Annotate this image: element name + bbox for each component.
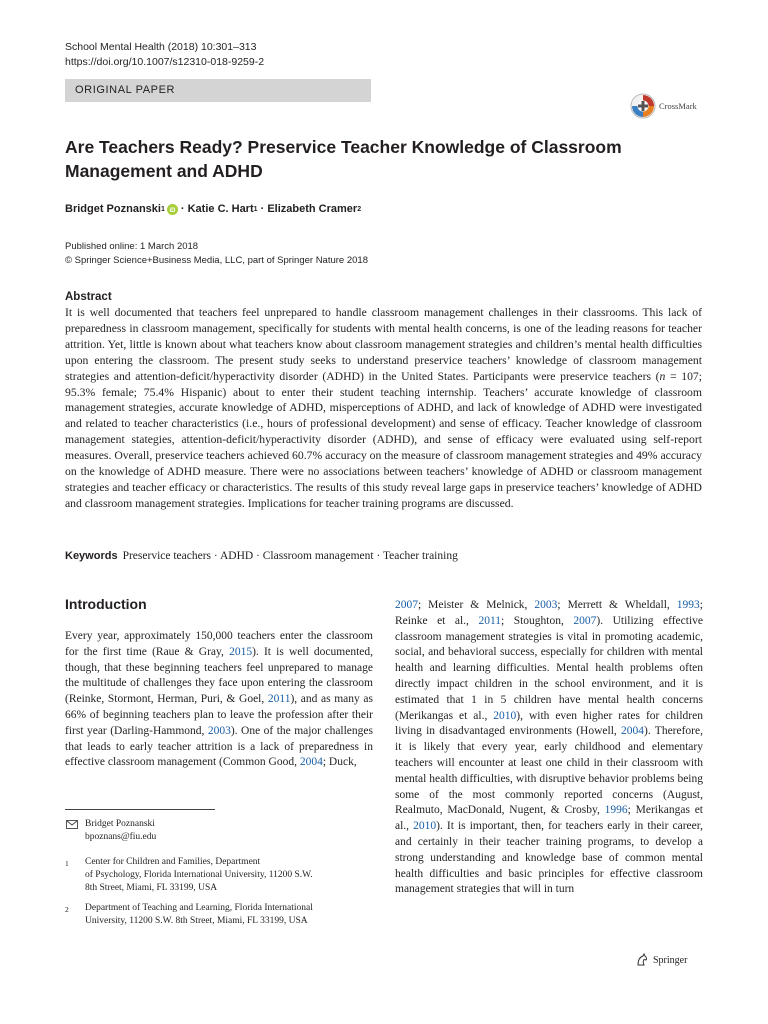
body-column-right	[395, 598, 703, 898]
author-affiliation: 1	[253, 205, 258, 213]
crossmark-icon	[630, 93, 656, 119]
affiliation-line: University, 11200 S.W. 8th Street, Miami, FL 33199, USA	[85, 916, 308, 926]
affiliation-line: Department of Teaching and Learning, Florida International	[85, 903, 313, 913]
abstract-text-part: = 107; 95.3% female; 75.4% Hispanic) about to enter their student teaching internship. Teachers’ accurate knowledge of classroom management strategies, accurate knowledge of ADHD, misperceptions of ADHD, and lack of knowledge of ADHD were investigated and related to teacher characteristics (i.e., hours of professional development) and sense of efficacy. Teacher knowledge of classroom management stategies, attention-deficit/hyperactivity disorder (ADHD), and sense of efficacy were evaluated using self-report measures. Overall, preservice teachers achieved 60.7% accuracy on the measure of classroom management strategies and 49% accuracy on the knowledge of ADHD measure. There were no associations between teachers’ knowledge of ADHD or classroom management strategies and teacher efficacy or characteristics. The results of this study reveal large gaps in preservice teachers’ knowledge of ADHD and classroom management strategies. Implications for teacher training programs are discussed.	[65, 369, 702, 510]
citation-link[interactable]: 2010	[413, 820, 437, 833]
section-heading-introduction: Introduction	[65, 596, 147, 612]
corresponding-email[interactable]: bpoznans@fiu.edu	[85, 832, 157, 842]
citation-link[interactable]: 2007	[573, 614, 597, 627]
keywords-label: Keywords	[65, 550, 118, 562]
affiliation-number: 2	[65, 905, 69, 914]
body-text: ). It is important, then, for teachers early in their career, and certainly in their teacher training programs, to develop a strong understanding and knowledge base of common mental health difficulties and basic principles for effective classroom management strategies that will in turn	[395, 820, 703, 896]
affiliation-2	[65, 902, 375, 928]
crossmark-label: CrossMark	[659, 101, 697, 111]
affiliation-line: of Psychology, Florida International University, 11200 S.W.	[85, 870, 313, 880]
author-name[interactable]: Bridget Poznanski	[65, 203, 161, 215]
footnote-divider	[65, 809, 215, 810]
affiliation-line: Center for Children and Families, Department	[85, 857, 261, 867]
author-separator: ·	[260, 203, 265, 215]
body-text: ). Therefore, it is likely that every year, early childhood and elementary teachers will encounter at least one child in their classroom with mental health difficulties, with disruptive behavior problems being some of the most commonly reported concerns (August, Realmuto, MacDonald, Nugent, & Crosby,	[395, 725, 703, 817]
published-date: Published online: 1 March 2018	[65, 241, 199, 252]
copyright-notice: © Springer Science+Business Media, LLC, part of Springer Nature 2018	[65, 255, 368, 266]
citation-link[interactable]: 2010	[493, 709, 517, 722]
body-column-left	[65, 629, 373, 771]
citation-link[interactable]: 2003	[207, 724, 231, 737]
affiliation-number: 1	[65, 859, 69, 868]
svg-text:iD: iD	[169, 207, 176, 214]
author-separator: ·	[180, 203, 185, 215]
abstract-text-part: It is well documented that teachers feel unprepared to handle classroom management challenges in their classrooms. This lack of preparedness in classroom management, specifically for students with mental health concerns, is one of the leading reasons for teacher attrition. Yet, little is known about what teachers know about classroom management strategies and children’s mental health difficulties upon entering the classroom. The present study seeks to understand preservice teachers’ knowledge of classroom management strategies and attention-deficit/hyperactivity disorder (ADHD) in the United States. Participants were preservice teachers (	[65, 306, 702, 383]
doi-link[interactable]: https://doi.org/10.1007/s12310-018-9259-2	[65, 56, 265, 68]
article-title: Are Teachers Ready? Preservice Teacher Knowledge of Classroom Management and ADHD	[65, 137, 622, 181]
abstract-heading: Abstract	[65, 291, 112, 303]
journal-citation: School Mental Health (2018) 10:301–313	[65, 41, 257, 53]
author-affiliation: 1	[160, 205, 165, 213]
crossmark-badge[interactable]	[630, 93, 697, 119]
body-text: ; Merikangas et al.,	[395, 804, 703, 833]
citation-link[interactable]: 1996	[604, 804, 628, 817]
journal-info	[65, 40, 264, 70]
author-affiliation: 2	[357, 205, 362, 213]
body-text: ), and as many as 66% of beginning teachers plan to leave the profession after their first year (Darling-Hammond,	[65, 693, 373, 737]
author-name[interactable]: Elizabeth Cramer	[267, 203, 358, 215]
body-text: ). It is well documented, though, that these beginning teachers feel unprepared to manage the multitude of challenges they face upon entering the classroom (Reinke, Stormont, Herman, Puri, & Goel,	[65, 645, 373, 706]
publisher-name: Springer	[653, 954, 688, 966]
orcid-icon[interactable]	[167, 204, 178, 215]
body-text: ). Utilizing effective classroom management strategies is vital in promoting academic, social, and behavioral success, especially for children with mental health and learning difficulties. Mental health problems often directly impact children in the school environment, and it is estimated that 1 in 5 children have mental health concerns (Merikangas et al.,	[395, 614, 703, 722]
citation-link[interactable]: 2004	[299, 756, 323, 769]
body-text: Every year, approximately 150,000 teachers enter the classroom for the first time (Raue & Gray,	[65, 630, 373, 658]
citation-link[interactable]: 2003	[534, 599, 558, 611]
author-name[interactable]: Katie C. Hart	[187, 203, 254, 215]
body-text: ; Merrett & Wheldall,	[557, 599, 677, 611]
affiliation-line: 8th Street, Miami, FL 33199, USA	[85, 883, 218, 893]
keywords	[65, 550, 705, 562]
abstract-text	[65, 305, 702, 512]
citation-link[interactable]: 2011	[478, 614, 502, 627]
body-text: ), with even higher rates for children living in disadvantaged environments (Howell,	[395, 709, 703, 738]
body-text: ; Meister & Melnick,	[418, 599, 535, 611]
body-text: ; Duck,	[322, 756, 357, 769]
body-text: ). One of the major challenges that leads to early teacher attrition is a lack of preparedness in effective classroom management (Common Good,	[65, 724, 373, 769]
body-text: ; Reinke et al.,	[395, 599, 703, 627]
envelope-icon	[65, 820, 79, 829]
citation-link[interactable]: 2004	[621, 725, 645, 738]
body-text: ; Stoughton,	[501, 614, 574, 627]
affiliation-1	[65, 856, 375, 895]
citation-link[interactable]: 2015	[229, 645, 253, 658]
springer-horse-icon	[635, 953, 649, 967]
citation-link[interactable]: 2011	[267, 693, 291, 706]
publication-info	[65, 240, 368, 268]
corresponding-author	[65, 818, 156, 844]
publisher-logo	[635, 953, 687, 967]
citation-link[interactable]: 1993	[676, 599, 700, 611]
abstract-n-symbol: n	[659, 369, 666, 383]
paper-type-label: ORIGINAL PAPER	[65, 79, 371, 102]
citation-link[interactable]: 2007	[395, 599, 418, 611]
keywords-list: Preservice teachers · ADHD · Classroom management · Teacher training	[122, 550, 458, 562]
author-list	[65, 203, 361, 215]
corresponding-name: Bridget Poznanski	[85, 819, 155, 829]
